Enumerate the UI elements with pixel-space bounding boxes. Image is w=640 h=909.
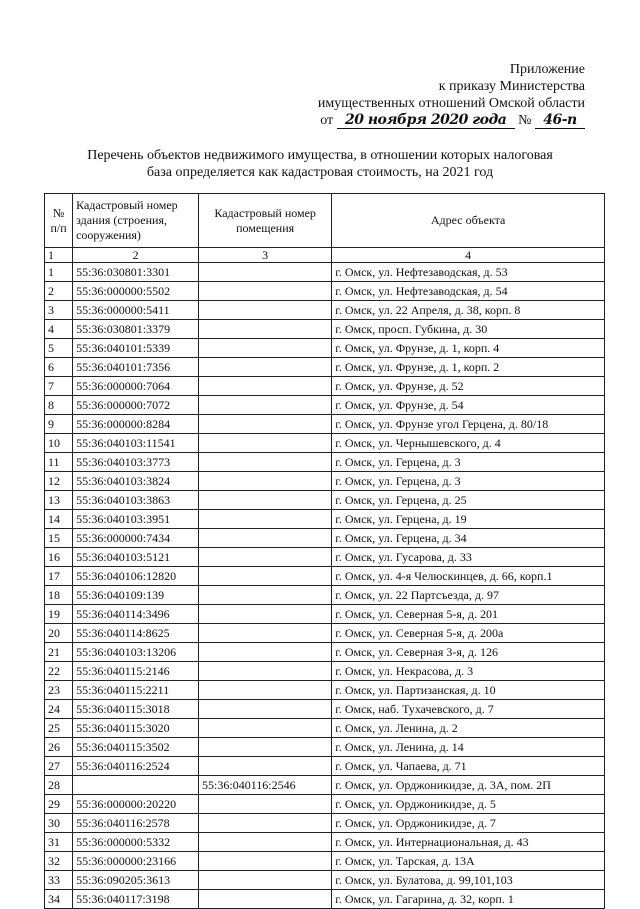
object-address: г. Омск, ул. Герцена, д. 34 — [332, 529, 605, 548]
building-cadastral-number: 55:36:000000:20220 — [73, 795, 199, 814]
building-cadastral-number: 55:36:000000:7064 — [73, 377, 199, 396]
row-number: 19 — [45, 605, 73, 624]
table-row — [45, 282, 605, 301]
table-row — [45, 339, 605, 358]
table-row — [45, 871, 605, 890]
object-address: г. Омск, просп. Губкина, д. 30 — [332, 320, 605, 339]
premises-cadastral-number — [199, 871, 332, 890]
row-number: 6 — [45, 358, 73, 377]
building-cadastral-number: 55:36:040115:3020 — [73, 719, 199, 738]
table-row — [45, 529, 605, 548]
table-row — [45, 605, 605, 624]
row-number: 21 — [45, 643, 73, 662]
object-address: г. Омск, ул. Герцена, д. 3 — [332, 472, 605, 491]
appendix-label: Приложение — [509, 62, 585, 77]
row-number: 4 — [45, 320, 73, 339]
building-cadastral-number: 55:36:040103:3863 — [73, 491, 199, 510]
header-address: Адрес объекта — [332, 194, 605, 248]
building-cadastral-number: 55:36:040101:7356 — [73, 358, 199, 377]
row-number: 34 — [45, 890, 73, 909]
row-number: 25 — [45, 719, 73, 738]
premises-cadastral-number — [199, 833, 332, 852]
premises-cadastral-number — [199, 795, 332, 814]
building-cadastral-number: 55:36:040103:3951 — [73, 510, 199, 529]
row-number: 20 — [45, 624, 73, 643]
premises-cadastral-number — [199, 434, 332, 453]
building-cadastral-number: 55:36:040116:2524 — [73, 757, 199, 776]
premises-cadastral-number — [199, 358, 332, 377]
building-cadastral-number: 55:36:000000:5332 — [73, 833, 199, 852]
table-row — [45, 472, 605, 491]
table-row — [45, 301, 605, 320]
row-number: 14 — [45, 510, 73, 529]
row-number: 10 — [45, 434, 73, 453]
table-row — [45, 624, 605, 643]
building-cadastral-number: 55:36:040115:3502 — [73, 738, 199, 757]
premises-cadastral-number — [199, 491, 332, 510]
object-address: г. Омск, ул. Северная 5-я, д. 200а — [332, 624, 605, 643]
document-title — [0, 147, 640, 181]
object-address: г. Омск, ул. Тарская, д. 13А — [332, 852, 605, 871]
row-number: 11 — [45, 453, 73, 472]
table-row — [45, 377, 605, 396]
premises-cadastral-number — [199, 396, 332, 415]
building-cadastral-number: 55:36:040103:5121 — [73, 548, 199, 567]
table-row — [45, 434, 605, 453]
building-cadastral-number: 55:36:040103:3824 — [73, 472, 199, 491]
handwritten-date: 20 ноября 2020 года — [337, 113, 515, 129]
table-row — [45, 776, 605, 795]
object-address: г. Омск, ул. Чапаева, д. 71 — [332, 757, 605, 776]
table-row — [45, 833, 605, 852]
order-reference: к приказу Министерства — [438, 79, 585, 94]
row-number: 22 — [45, 662, 73, 681]
object-address: г. Омск, ул. Нефтезаводская, д. 54 — [332, 282, 605, 301]
row-number: 32 — [45, 852, 73, 871]
building-cadastral-number — [73, 776, 199, 795]
object-address: г. Омск, ул. 22 Партсъезда, д. 97 — [332, 586, 605, 605]
row-number: 16 — [45, 548, 73, 567]
header-number: № п/п — [45, 194, 73, 248]
building-cadastral-number: 55:36:000000:8284 — [73, 415, 199, 434]
ministry-name: имущественных отношений Омской области — [317, 96, 585, 111]
premises-cadastral-number — [199, 472, 332, 491]
header-building-cadastral: Кадастровый номер здания (строения, сооружения) — [73, 194, 199, 248]
object-address: г. Омск, ул. Герцена, д. 3 — [332, 453, 605, 472]
table-row — [45, 814, 605, 833]
object-address: г. Омск, ул. Интернациональная, д. 43 — [332, 833, 605, 852]
building-cadastral-number: 55:36:090205:3613 — [73, 871, 199, 890]
object-address: г. Омск, ул. Фрунзе, д. 52 — [332, 377, 605, 396]
premises-cadastral-number — [199, 700, 332, 719]
handwritten-number: 46-п — [535, 113, 585, 129]
table-row — [45, 681, 605, 700]
building-cadastral-number: 55:36:040114:8625 — [73, 624, 199, 643]
row-number: 1 — [45, 263, 73, 282]
table-row — [45, 567, 605, 586]
table-row — [45, 643, 605, 662]
table-row — [45, 890, 605, 909]
building-cadastral-number: 55:36:040103:3773 — [73, 453, 199, 472]
row-number: 29 — [45, 795, 73, 814]
title-line-1: Перечень объектов недвижимого имущества, в отношении которых налоговая — [87, 148, 553, 163]
premises-cadastral-number — [199, 890, 332, 909]
row-number: 3 — [45, 301, 73, 320]
premises-cadastral-number — [199, 757, 332, 776]
object-address: г. Омск, ул. Некрасова, д. 3 — [332, 662, 605, 681]
building-cadastral-number: 55:36:040103:11541 — [73, 434, 199, 453]
row-number: 24 — [45, 700, 73, 719]
premises-cadastral-number — [199, 320, 332, 339]
premises-cadastral-number — [199, 586, 332, 605]
premises-cadastral-number — [199, 643, 332, 662]
premises-cadastral-number — [199, 662, 332, 681]
premises-cadastral-number — [199, 453, 332, 472]
col-number: 1 — [45, 248, 73, 263]
table-row — [45, 700, 605, 719]
table-row — [45, 396, 605, 415]
building-cadastral-number: 55:36:040117:3198 — [73, 890, 199, 909]
row-number: 18 — [45, 586, 73, 605]
premises-cadastral-number — [199, 339, 332, 358]
building-cadastral-number: 55:36:040116:2578 — [73, 814, 199, 833]
object-address: г. Омск, ул. Фрунзе, д. 54 — [332, 396, 605, 415]
table-row — [45, 795, 605, 814]
document-header — [318, 61, 585, 130]
premises-cadastral-number — [199, 263, 332, 282]
table-row — [45, 548, 605, 567]
table-row — [45, 491, 605, 510]
row-number: 7 — [45, 377, 73, 396]
table-header-row — [45, 194, 605, 248]
premises-cadastral-number: 55:36:040116:2546 — [199, 776, 332, 795]
premises-cadastral-number — [199, 510, 332, 529]
table-row — [45, 852, 605, 871]
premises-cadastral-number — [199, 567, 332, 586]
object-address: г. Омск, ул. Гагарина, д. 32, корп. 1 — [332, 890, 605, 909]
object-address: г. Омск, ул. Герцена, д. 19 — [332, 510, 605, 529]
building-cadastral-number: 55:36:040114:3496 — [73, 605, 199, 624]
premises-cadastral-number — [199, 624, 332, 643]
object-address: г. Омск, ул. Булатова, д. 99,101,103 — [332, 871, 605, 890]
table-row — [45, 263, 605, 282]
row-number: 2 — [45, 282, 73, 301]
premises-cadastral-number — [199, 301, 332, 320]
building-cadastral-number: 55:36:040101:5339 — [73, 339, 199, 358]
object-address: г. Омск, наб. Тухачевского, д. 7 — [332, 700, 605, 719]
building-cadastral-number: 55:36:000000:5502 — [73, 282, 199, 301]
row-number: 27 — [45, 757, 73, 776]
table-row — [45, 320, 605, 339]
premises-cadastral-number — [199, 814, 332, 833]
col-number: 4 — [332, 248, 605, 263]
row-number: 33 — [45, 871, 73, 890]
number-label: № — [518, 113, 532, 128]
object-address: г. Омск, ул. Фрунзе угол Герцена, д. 80/18 — [332, 415, 605, 434]
col-number: 3 — [199, 248, 332, 263]
table-row — [45, 510, 605, 529]
object-address: г. Омск, ул. Нефтезаводская, д. 53 — [332, 263, 605, 282]
row-number: 12 — [45, 472, 73, 491]
object-address: г. Омск, ул. Северная 5-я, д. 201 — [332, 605, 605, 624]
row-number: 5 — [45, 339, 73, 358]
premises-cadastral-number — [199, 377, 332, 396]
premises-cadastral-number — [199, 282, 332, 301]
table-row — [45, 358, 605, 377]
order-date-number — [318, 112, 585, 130]
object-address: г. Омск, ул. Фрунзе, д. 1, корп. 4 — [332, 339, 605, 358]
table-row — [45, 757, 605, 776]
row-number: 30 — [45, 814, 73, 833]
premises-cadastral-number — [199, 605, 332, 624]
building-cadastral-number: 55:36:040103:13206 — [73, 643, 199, 662]
building-cadastral-number: 55:36:040115:3018 — [73, 700, 199, 719]
property-table — [44, 193, 605, 909]
building-cadastral-number: 55:36:030801:3301 — [73, 263, 199, 282]
table-row — [45, 662, 605, 681]
table-row — [45, 586, 605, 605]
building-cadastral-number: 55:36:040115:2146 — [73, 662, 199, 681]
row-number: 28 — [45, 776, 73, 795]
row-number: 26 — [45, 738, 73, 757]
row-number: 17 — [45, 567, 73, 586]
row-number: 13 — [45, 491, 73, 510]
object-address: г. Омск, ул. Фрунзе, д. 1, корп. 2 — [332, 358, 605, 377]
object-address: г. Омск, ул. 4-я Челюскинцев, д. 66, корп.1 — [332, 567, 605, 586]
building-cadastral-number: 55:36:040115:2211 — [73, 681, 199, 700]
row-number: 31 — [45, 833, 73, 852]
building-cadastral-number: 55:36:000000:5411 — [73, 301, 199, 320]
building-cadastral-number: 55:36:040109:139 — [73, 586, 199, 605]
row-number: 23 — [45, 681, 73, 700]
table-row — [45, 719, 605, 738]
table-row — [45, 415, 605, 434]
premises-cadastral-number — [199, 548, 332, 567]
title-line-2: база определяется как кадастровая стоимость, на 2021 год — [146, 165, 494, 180]
object-address: г. Омск, ул. Партизанская, д. 10 — [332, 681, 605, 700]
premises-cadastral-number — [199, 529, 332, 548]
premises-cadastral-number — [199, 738, 332, 757]
object-address: г. Омск, ул. Орджоникидзе, д. 5 — [332, 795, 605, 814]
object-address: г. Омск, ул. Северная 3-я, д. 126 — [332, 643, 605, 662]
table-row — [45, 453, 605, 472]
object-address: г. Омск, ул. Ленина, д. 14 — [332, 738, 605, 757]
premises-cadastral-number — [199, 415, 332, 434]
building-cadastral-number: 55:36:040106:12820 — [73, 567, 199, 586]
object-address: г. Омск, ул. Гусарова, д. 33 — [332, 548, 605, 567]
premises-cadastral-number — [199, 719, 332, 738]
premises-cadastral-number — [199, 852, 332, 871]
object-address: г. Омск, ул. 22 Апреля, д. 38, корп. 8 — [332, 301, 605, 320]
building-cadastral-number: 55:36:000000:7434 — [73, 529, 199, 548]
col-number: 2 — [73, 248, 199, 263]
row-number: 9 — [45, 415, 73, 434]
object-address: г. Омск, ул. Чернышевского, д. 4 — [332, 434, 605, 453]
building-cadastral-number: 55:36:000000:23166 — [73, 852, 199, 871]
premises-cadastral-number — [199, 681, 332, 700]
object-address: г. Омск, ул. Герцена, д. 25 — [332, 491, 605, 510]
building-cadastral-number: 55:36:030801:3379 — [73, 320, 199, 339]
object-address: г. Омск, ул. Орджоникидзе, д. 7 — [332, 814, 605, 833]
row-number: 8 — [45, 396, 73, 415]
object-address: г. Омск, ул. Орджоникидзе, д. 3А, пом. 2П — [332, 776, 605, 795]
row-number: 15 — [45, 529, 73, 548]
table-row — [45, 738, 605, 757]
header-premises-cadastral: Кадастровый номер помещения — [199, 194, 332, 248]
column-number-row — [45, 248, 605, 263]
building-cadastral-number: 55:36:000000:7072 — [73, 396, 199, 415]
from-label: от — [320, 113, 334, 128]
object-address: г. Омск, ул. Ленина, д. 2 — [332, 719, 605, 738]
